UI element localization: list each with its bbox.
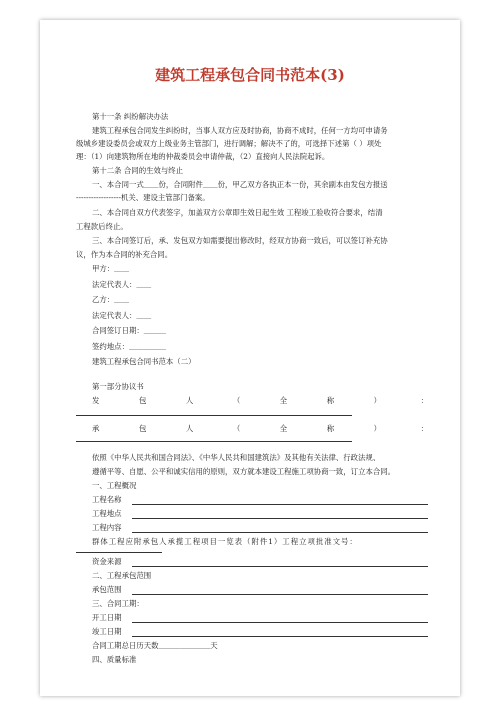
- paragraph-line: 议，作为本合同的补充合同。: [76, 250, 173, 259]
- project-name-label: 工程名称: [92, 495, 122, 504]
- fund-source-label: 资金来源: [92, 557, 122, 566]
- section-heading: 一、工程概况: [92, 481, 137, 490]
- employer-line: 发 包 人 （ 全 称 ） ：: [92, 396, 428, 405]
- fill-line: [132, 504, 428, 505]
- start-date-label: 开工日期: [92, 613, 122, 622]
- signing-date-field: 合同签订日期：＿＿＿: [92, 326, 166, 335]
- paragraph-line: 三、本合同签订后，承、发包双方如需要提出修改时，经双方协商一致后，可以签订补充协: [92, 236, 388, 245]
- contractor-line: 承 包 人 （ 全 称 ） ：: [92, 424, 428, 433]
- fill-line: [76, 415, 352, 416]
- section-heading: 二、工程承包范围: [92, 571, 152, 580]
- paragraph-line: 一、本合同一式＿＿份，合同附件＿＿份，甲乙双方各执正本一份，其余副本由发包方报送: [92, 180, 388, 189]
- paragraph-line: 二、本合同自双方代表签字，加盖双方公章即生效日起生效 工程竣工验收符合要求，结清: [92, 208, 383, 217]
- paragraph-line: 理：（1）向建筑物所在地的仲裁委员会申请仲裁，（2）直接向人民法院起诉。: [76, 152, 330, 161]
- project-location-label: 工程地点: [92, 509, 122, 518]
- paragraph-line: 建筑工程承包合同发生纠纷时，当事人双方应及时协商，协商不成时，任何一方均可申请务: [92, 126, 388, 135]
- section-heading: 建筑工程承包合同书范本（二）: [92, 357, 196, 366]
- legal-rep-field: 法定代表人：＿＿: [92, 311, 152, 320]
- fill-line: [132, 594, 428, 595]
- project-content-label: 工程内容: [92, 523, 122, 532]
- paragraph-line: 工程款后终止。: [76, 222, 128, 231]
- scope-label: 承包范围: [92, 585, 122, 594]
- article-11-heading: 第十一条 纠纷解决办法: [92, 112, 169, 121]
- legal-rep-field: 法定代表人：＿＿: [92, 280, 152, 289]
- total-days-line: 合同工期总日历天数＿＿＿＿＿＿＿天: [92, 641, 218, 650]
- paragraph-line: ------------------机关、建设主管部门备案。: [76, 193, 210, 202]
- paragraph-line: 群体工程应附承包人承揽工程项目一览表（附件1）工程立项批准文号：: [92, 537, 358, 546]
- document-title: 建筑工程承包合同书范本(3): [155, 66, 345, 84]
- party-a-field: 甲方：＿＿: [92, 264, 129, 273]
- document-page: [40, 20, 460, 696]
- section-heading: 第一部分协议书: [92, 382, 144, 391]
- article-12-heading: 第十二条 合同的生效与终止: [92, 166, 184, 175]
- section-heading: 四、质量标准: [92, 655, 137, 664]
- fill-line: [132, 518, 428, 519]
- fill-line: [76, 441, 352, 442]
- completion-date-label: 竣工日期: [92, 627, 122, 636]
- signing-place-field: 签约地点：＿＿＿＿＿: [92, 342, 166, 351]
- paragraph-line: 依照《中华人民共和国合同法》、《中华人民共和国建筑法》及其他有关法律、行政法规、: [92, 453, 381, 462]
- paragraph-line: 遵循平等、自愿、公平和诚实信用的原则，双方就本建设工程施工项协商一致，订立本合同。: [92, 467, 396, 476]
- fill-line: [132, 622, 428, 623]
- fill-line: [76, 552, 162, 553]
- paragraph-line: 级城乡建设委员会或双方上级业务主管部门，进行调解；解决不了的，可选择下述第（ ）项处: [76, 139, 382, 148]
- fill-line: [132, 566, 428, 567]
- section-heading: 三、合同工期：: [92, 599, 144, 608]
- fill-line: [132, 636, 428, 637]
- party-b-field: 乙方：＿＿: [92, 295, 129, 304]
- fill-line: [132, 532, 428, 533]
